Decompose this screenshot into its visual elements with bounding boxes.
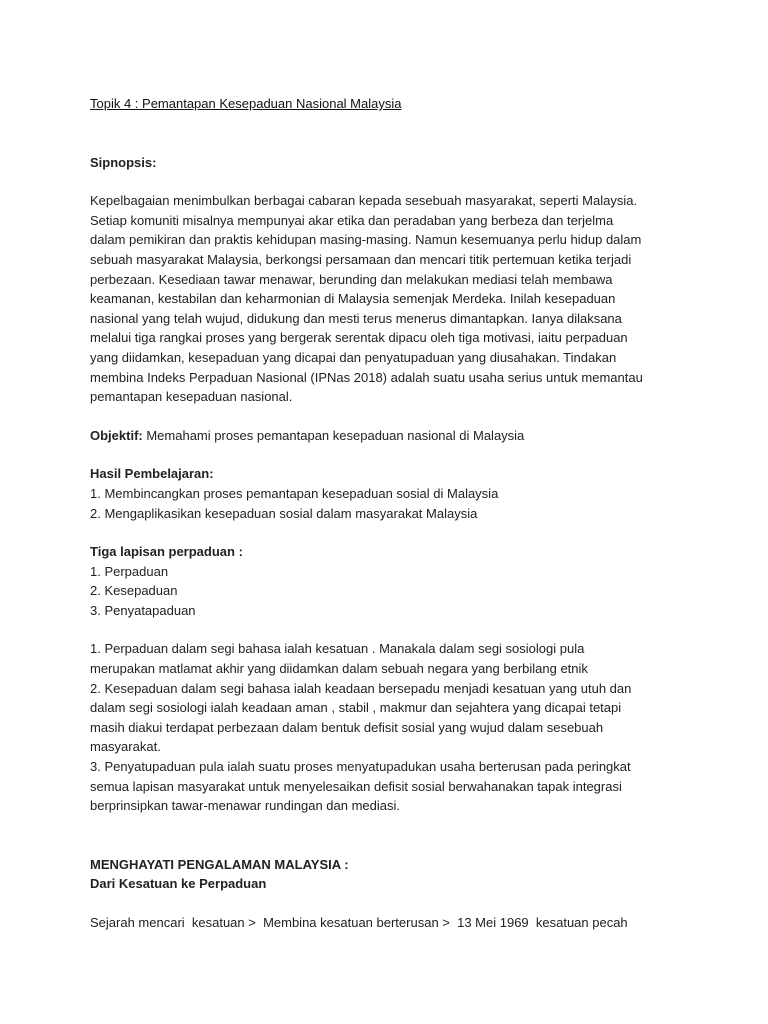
- objektif-line: [90, 426, 690, 446]
- document-page: [90, 94, 690, 933]
- sipnopsis-line: melalui tiga rangkai proses yang bergerak serentak dipacu oleh tiga motivasi, iaitu perpaduan: [90, 330, 628, 346]
- huraian-line: 2. Kesepaduan dalam segi bahasa ialah keadaan bersepadu menjadi kesatuan yang utuh dan: [90, 680, 632, 696]
- sipnopsis-paragraph: [90, 191, 690, 407]
- sejarah-line: Sejarah mencari kesatuan > Membina kesatuan berterusan > 13 Mei 1969 kesatuan pecah: [90, 915, 628, 930]
- objektif-text: Memahami proses pemantapan kesepaduan nasional di Malaysia: [142, 427, 525, 443]
- hasil-list-item: 2. Mengaplikasikan kesepaduan sosial dalam masyarakat Malaysia: [90, 505, 478, 521]
- hasil-pembelajaran-section: [90, 464, 690, 523]
- sipnopsis-line: pemantapan kesepaduan nasional.: [90, 389, 293, 405]
- menghayati-section: [90, 855, 690, 894]
- objektif-label: Objektif:: [90, 427, 143, 443]
- lapisan-perpaduan-section: [90, 542, 690, 620]
- sipnopsis-line: yang diidamkan, kesepaduan yang dicapai dan penyatupaduan yang diusahakan. Tindakan: [90, 349, 617, 365]
- sipnopsis-line: perbezaan. Kesediaan tawar menawar, berunding dan melakukan mediasi telah membawa: [90, 271, 613, 287]
- huraian-line: 3. Penyatupaduan pula ialah suatu proses menyatupadukan usaha berterusan pada peringkat: [90, 759, 631, 775]
- sipnopsis-line: Setiap komuniti misalnya mempunyai akar etika dan peradaban yang berbeza dan terjelma: [90, 212, 614, 228]
- sipnopsis-line: keamanan, kestabilan dan keharmonian di Malaysia semenjak Merdeka. Inilah kesepaduan: [90, 291, 616, 307]
- huraian-line: masyarakat.: [90, 739, 161, 755]
- sipnopsis-line: Kepelbagaian menimbulkan berbagai cabaran kepada sesebuah masyarakat, seperti Malaysia.: [90, 193, 638, 209]
- huraian-line: berprinsipkan tawar-menawar rundingan dan mediasi.: [90, 798, 401, 814]
- huraian-line: dalam segi sosiologi ialah keadaan aman , stabil , makmur dan sejahtera yang dicapai tetapi: [90, 700, 622, 716]
- sipnopsis-heading: Sipnopsis:: [90, 154, 157, 170]
- huraian-line: masih diakui terdapat perbezaan dalam bentuk defisit sosial yang wujud dalam sesebuah: [90, 719, 604, 735]
- lapisan-heading: Tiga lapisan perpaduan :: [90, 544, 243, 560]
- sipnopsis-line: membina Indeks Perpaduan Nasional (IPNas 2018) adalah suatu usaha serius untuk memantau: [90, 369, 643, 385]
- sipnopsis-line: dalam pemikiran dan praktis kehidupan masing-masing. Namun kesemuanya perlu hidup dalam: [90, 232, 642, 248]
- lapisan-list-item: 3. Penyatapaduan: [90, 602, 196, 618]
- huraian-line: merupakan matlamat akhir yang diidamkan dalam sebuah negara yang berbilang etnik: [90, 661, 588, 677]
- document-title: Topik 4 : Pemantapan Kesepaduan Nasional Malaysia: [90, 96, 402, 111]
- huraian-line: semua lapisan masyarakat untuk menyelesaikan defisit sosial berwahanakan tapak integrasi: [90, 778, 622, 794]
- huraian-line: 1. Perpaduan dalam segi bahasa ialah kesatuan . Manakala dalam segi sosiologi pula: [90, 641, 585, 657]
- menghayati-subheading: Dari Kesatuan ke Perpaduan: [90, 876, 267, 892]
- hasil-list-item: 1. Membincangkan proses pemantapan kesepaduan sosial di Malaysia: [90, 485, 499, 501]
- sipnopsis-line: sebuah masyarakat Malaysia, berkongsi persamaan dan mencari titik pertemuan ketika terjadi: [90, 251, 632, 267]
- sipnopsis-line: nasional yang telah wujud, didukung dan mesti terus menerus dimantapkan. Ianya dilaksana: [90, 310, 622, 326]
- menghayati-heading: MENGHAYATI PENGALAMAN MALAYSIA :: [90, 856, 349, 872]
- lapisan-list-item: 1. Perpaduan: [90, 563, 169, 579]
- lapisan-list-item: 2. Kesepaduan: [90, 583, 178, 599]
- hasil-heading: Hasil Pembelajaran:: [90, 466, 214, 482]
- huraian-paragraph: [90, 639, 690, 815]
